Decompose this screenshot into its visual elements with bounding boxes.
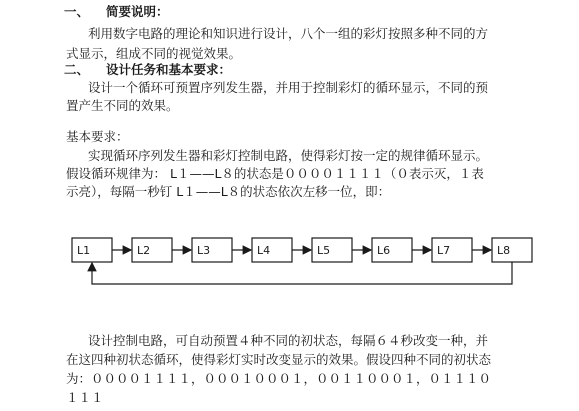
section1-title: 简要说明： — [106, 4, 169, 19]
diagram-node-label: L3 — [197, 244, 211, 257]
basic-line-1: 实现循环序列发生器和彩灯控制电路，使得彩灯按一定的规律循环显示。 — [88, 148, 489, 163]
diagram-node — [312, 238, 352, 262]
advanced-line-3: 为：００００１１１１，０００１０００１，００１１０００１，０１１１０ — [66, 371, 492, 386]
diagram-node-label: L7 — [437, 244, 451, 257]
diagram-node-label: L6 — [377, 244, 391, 257]
basic-line-3: 示亮），每隔一秒钉 L１——L８的状态依次左移一位，即： — [66, 184, 391, 199]
diagram-node — [492, 238, 532, 262]
diagram-node — [252, 238, 292, 262]
section1-line-1: 利用数字电路的理论和知识进行设计，八个一组的彩灯按照多种不同的方 — [88, 26, 489, 41]
basic-title: 基本要求： — [66, 129, 129, 144]
diagram-node-label: L2 — [137, 244, 151, 257]
diagram-feedback-arrow — [92, 262, 512, 284]
section2-title: 设计任务和基本要求： — [106, 62, 232, 77]
diagram-node — [372, 238, 412, 262]
led-shift-diagram — [0, 228, 579, 308]
section2-number: 二、 — [64, 62, 90, 77]
section2-line-1: 设计一个循环可预置序列发生器，并用于控制彩灯的循环显示，不同的预 — [88, 80, 489, 95]
diagram-node — [72, 238, 112, 262]
section2-line-2: 置产生不同的效果。 — [66, 98, 179, 113]
diagram-node-label: L8 — [497, 244, 511, 257]
diagram-node-label: L5 — [317, 244, 331, 257]
diagram-node-label: L4 — [257, 244, 271, 257]
diagram-node — [192, 238, 232, 262]
diagram-node — [132, 238, 172, 262]
advanced-line-2: 在这四种初状态循环，使得彩灯实时改变显示的效果。假设四种不同的初状态 — [66, 352, 492, 367]
section1-number: 一、 — [64, 4, 90, 19]
diagram-node-label: L1 — [77, 244, 91, 257]
advanced-line-4: １１１ — [66, 390, 104, 405]
diagram-node — [432, 238, 472, 262]
advanced-line-1: 设计控制电路，可自动预置４种不同的初状态，每隔６４秒改变一种，并 — [88, 333, 489, 348]
section1-line-2: 式显示，组成不同的视觉效果。 — [66, 46, 242, 61]
basic-line-2: 假设循环规律为： L１——L８的状态是００００１１１１（０表示灭，１表 — [66, 166, 484, 181]
